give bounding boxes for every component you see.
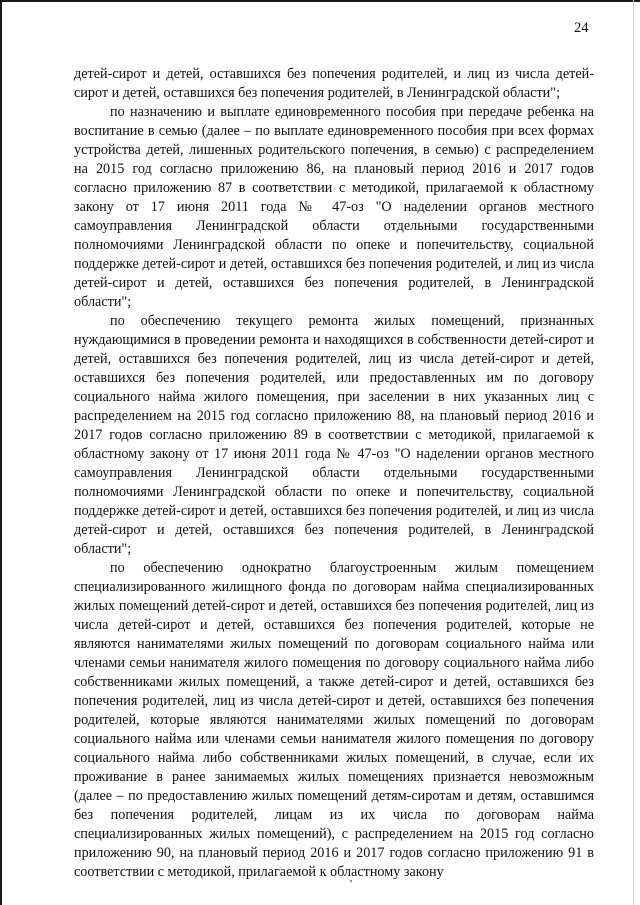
scan-edge-right (633, 0, 634, 905)
paragraph-lump-sum-benefit: по назначению и выплате единовременного пособия при передаче ребенка на воспитание в семью (далее – по выплате единовременного пособия при всех формах устройства детей, лишенных родительского попечения, в семью) с распределением на 2015 год согласно приложению 86, на плановый период 2016 и 2017 годов согласно приложению 87 в соответствии с методикой, прилагаемой к областному закону от 17 июня 2011 года № 47-оз "О наделении органов местного самоуправления Ленинградской области отдельными государственными полномочиями Ленинградской области по опеке и попечительству, социальной поддержке детей-сирот и детей, оставшихся без попечения родителей, и лиц из числа детей-сирот и детей, оставшихся без попечения родителей, в Ленинградской области"; (74, 104, 594, 310)
paragraph-continuation: детей-сирот и детей, оставшихся без попечения родителей, и лиц из числа детей-сирот и детей, оставшихся без попечения родителей, в Ленинградской области"; (74, 66, 594, 101)
paragraph-housing-repair: по обеспечению текущего ремонта жилых помещений, признанных нуждающимися в проведении ремонта и находящихся в собственности детей-сирот и детей, оставшихся без попечения родителей, лиц из числа детей-сирот и детей, оставшихся без попечения родителей, или предоставленных им по договору социального найма жилого помещения, при заселении в них указанных лиц с распределением на 2015 год согласно приложению 88, на плановый период 2016 и 2017 годов согласно приложению 89 в соответствии с методикой, прилагаемой к областному закону от 17 июня 2011 года № 47-оз "О наделении органов местного самоуправления Ленинградской области отдельными государственными полномочиями Ленинградской области по опеке и попечительству, социальной поддержке детей-сирот и детей, оставшихся без попечения родителей, и лиц из числа детей-сирот и детей, оставшихся без попечения родителей, в Ленинградской области"; (74, 313, 594, 557)
paragraph-housing-provision: по обеспечению однократно благоустроенным жилым помещением специализированного жилищного фонда по договорам найма специализированных жилых помещений детей-сирот и детей, оставшихся без попечения родителей, лиц из числа детей-сирот и детей, оставшихся без попечения родителей, которые не являются нанимателями жилых помещений по договорам социального найма или членами семьи нанимателя жилого помещения по договору социального найма либо собственниками жилых помещений, а также детей-сирот и детей, оставшихся без попечения родителей, лиц из числа детей-сирот и детей, оставшихся без попечения родителей, которые являются нанимателями жилых помещений по договорам социального найма или членами семьи нанимателя жилого помещения по договору социального найма либо собственниками жилых помещений, в случае, если их проживание в ранее занимаемых жилых помещениях признается невозможным (далее – по предоставлению жилых помещений детям-сиротам и детям, оставшимся без попечения родителей, лицам из их числа по договорам найма специализированных жилых помещений), с распределением на 2015 год согласно приложению 90, на плановый период 2016 и 2017 годов согласно приложению 91 в соответствии с методикой, прилагаемой к областному закону (74, 560, 594, 880)
page-number: 24 (574, 20, 589, 36)
scan-edge-top (0, 0, 640, 2)
scan-edge-left (0, 0, 2, 905)
scan-speck (350, 880, 352, 882)
document-body (74, 65, 594, 882)
